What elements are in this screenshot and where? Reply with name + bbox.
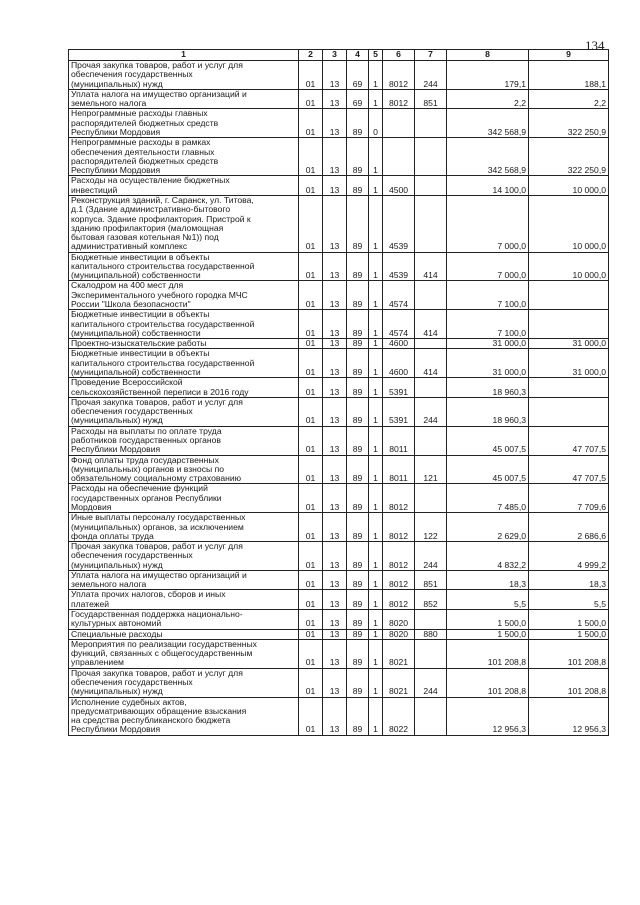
section-code-cell: 01	[299, 339, 323, 349]
section-code-cell: 01	[299, 668, 323, 697]
subprogram-code-cell: 1	[369, 697, 383, 735]
column-header: 7	[415, 50, 447, 61]
program-code-cell: 89	[347, 339, 369, 349]
table-row	[69, 629, 609, 639]
target-article-code-cell: 4539	[383, 252, 415, 281]
expense-type-code-cell: 244	[415, 542, 447, 571]
expense-type-code-cell: 414	[415, 310, 447, 339]
section-code-cell: 01	[299, 697, 323, 735]
subsection-code-cell: 13	[323, 697, 347, 735]
subsection-code-cell: 13	[323, 668, 347, 697]
target-article-code-cell: 8012	[383, 89, 415, 109]
section-code-cell: 01	[299, 484, 323, 513]
expense-name-cell: Расходы на обеспечение функций государственных органов Республики Мордовия	[69, 484, 299, 513]
expense-type-code-cell: 414	[415, 349, 447, 378]
subsection-code-cell: 13	[323, 138, 347, 176]
subsection-code-cell: 13	[323, 610, 347, 630]
table-row	[69, 339, 609, 349]
program-code-cell: 89	[347, 195, 369, 252]
subprogram-code-cell: 1	[369, 542, 383, 571]
subprogram-code-cell: 1	[369, 484, 383, 513]
program-code-cell: 89	[347, 138, 369, 176]
subprogram-code-cell: 1	[369, 339, 383, 349]
program-code-cell: 89	[347, 590, 369, 610]
subprogram-code-cell: 1	[369, 252, 383, 281]
subsection-code-cell: 13	[323, 629, 347, 639]
amount-cell-col9: 10 000,0	[529, 195, 609, 252]
subsection-code-cell: 13	[323, 109, 347, 138]
section-code-cell: 01	[299, 513, 323, 542]
expense-name-cell: Иные выплаты персоналу государственных (муниципальных) органов, за исключением фонда оплаты труда	[69, 513, 299, 542]
amount-cell-col9: 322 250,9	[529, 109, 609, 138]
table-row	[69, 639, 609, 668]
expense-name-cell: Бюджетные инвестиции в объекты капитального строительства государственной (муниципальной) собственности	[69, 349, 299, 378]
table-row	[69, 590, 609, 610]
table-row	[69, 697, 609, 735]
target-article-code-cell: 8012	[383, 61, 415, 90]
subprogram-code-cell: 1	[369, 281, 383, 310]
amount-cell-col8: 2 629,0	[447, 513, 529, 542]
table-row	[69, 281, 609, 310]
subsection-code-cell: 13	[323, 176, 347, 196]
program-code-cell: 89	[347, 455, 369, 484]
program-code-cell: 89	[347, 281, 369, 310]
table-row	[69, 176, 609, 196]
section-code-cell: 01	[299, 195, 323, 252]
section-code-cell: 01	[299, 89, 323, 109]
program-code-cell: 69	[347, 61, 369, 90]
subprogram-code-cell: 1	[369, 349, 383, 378]
amount-cell-col9: 1 500,0	[529, 610, 609, 630]
amount-cell-col9: 47 707,5	[529, 426, 609, 455]
amount-cell-col9: 31 000,0	[529, 339, 609, 349]
amount-cell-col8: 7 100,0	[447, 281, 529, 310]
table-row	[69, 89, 609, 109]
target-article-code-cell: 8011	[383, 455, 415, 484]
section-code-cell: 01	[299, 378, 323, 398]
subprogram-code-cell: 1	[369, 639, 383, 668]
amount-cell-col9: 10 000,0	[529, 176, 609, 196]
expense-name-cell: Реконструкция зданий, г. Саранск, ул. Титова, д.1 (Здание административно-бытового корпуса. Здание профилактория. Пристрой к зданию профилактория (маломощная бытовая газовая котельная №1)) под административный комплекс	[69, 195, 299, 252]
column-header: 3	[323, 50, 347, 61]
section-code-cell: 01	[299, 252, 323, 281]
section-code-cell: 01	[299, 138, 323, 176]
expense-name-cell: Уплата налога на имущество организаций и земельного налога	[69, 89, 299, 109]
amount-cell-col8: 4 832,2	[447, 542, 529, 571]
expense-name-cell: Уплата прочих налогов, сборов и иных платежей	[69, 590, 299, 610]
amount-cell-col9: 101 208,8	[529, 639, 609, 668]
expense-name-cell: Прочая закупка товаров, работ и услуг для обеспечения государственных (муниципальных) нужд	[69, 542, 299, 571]
table-row	[69, 310, 609, 339]
subsection-code-cell: 13	[323, 281, 347, 310]
section-code-cell: 01	[299, 629, 323, 639]
amount-cell-col9: 18,3	[529, 570, 609, 590]
subprogram-code-cell: 1	[369, 610, 383, 630]
expense-type-code-cell: 244	[415, 61, 447, 90]
target-article-code-cell: 4539	[383, 195, 415, 252]
table-row	[69, 397, 609, 426]
subsection-code-cell: 13	[323, 310, 347, 339]
target-article-code-cell: 4574	[383, 310, 415, 339]
program-code-cell: 89	[347, 252, 369, 281]
table-row	[69, 426, 609, 455]
amount-cell-col8: 7 485,0	[447, 484, 529, 513]
expense-name-cell: Бюджетные инвестиции в объекты капитального строительства государственной (муниципальной) собственности	[69, 310, 299, 339]
column-header: 4	[347, 50, 369, 61]
section-code-cell: 01	[299, 570, 323, 590]
section-code-cell: 01	[299, 109, 323, 138]
amount-cell-col9: 10 000,0	[529, 252, 609, 281]
expense-name-cell: Непрограммные расходы главных распорядителей бюджетных средств Республики Мордовия	[69, 109, 299, 138]
subprogram-code-cell: 1	[369, 668, 383, 697]
amount-cell-col9: 4 999,2	[529, 542, 609, 571]
target-article-code-cell: 8020	[383, 629, 415, 639]
subsection-code-cell: 13	[323, 570, 347, 590]
target-article-code-cell: 8012	[383, 570, 415, 590]
program-code-cell: 89	[347, 570, 369, 590]
section-code-cell: 01	[299, 590, 323, 610]
subsection-code-cell: 13	[323, 61, 347, 90]
expense-name-cell: Мероприятия по реализации государственных функций, связанных с общегосударственным управлением	[69, 639, 299, 668]
program-code-cell: 89	[347, 610, 369, 630]
target-article-code-cell	[383, 109, 415, 138]
section-code-cell: 01	[299, 426, 323, 455]
amount-cell-col8: 45 007,5	[447, 455, 529, 484]
expense-name-cell: Непрограммные расходы в рамках обеспечения деятельности главных распорядителей бюджетных средств Республики Мордовия	[69, 138, 299, 176]
amount-cell-col9	[529, 281, 609, 310]
amount-cell-col8: 1 500,0	[447, 629, 529, 639]
amount-cell-col9: 7 709,6	[529, 484, 609, 513]
table-row	[69, 455, 609, 484]
amount-cell-col8: 7 000,0	[447, 252, 529, 281]
target-article-code-cell: 8011	[383, 426, 415, 455]
amount-cell-col8: 1 500,0	[447, 610, 529, 630]
program-code-cell: 89	[347, 378, 369, 398]
column-header: 2	[299, 50, 323, 61]
subprogram-code-cell: 1	[369, 310, 383, 339]
amount-cell-col8: 18 960,3	[447, 397, 529, 426]
expense-name-cell: Прочая закупка товаров, работ и услуг для обеспечения государственных (муниципальных) нужд	[69, 61, 299, 90]
target-article-code-cell: 8012	[383, 484, 415, 513]
amount-cell-col9	[529, 310, 609, 339]
section-code-cell: 01	[299, 455, 323, 484]
expense-name-cell: Проектно-изыскательские работы	[69, 339, 299, 349]
budget-table	[68, 49, 609, 736]
section-code-cell: 01	[299, 281, 323, 310]
target-article-code-cell: 8022	[383, 697, 415, 735]
header-row	[69, 50, 609, 61]
expense-name-cell: Прочая закупка товаров, работ и услуг для обеспечения государственных (муниципальных) нужд	[69, 668, 299, 697]
subsection-code-cell: 13	[323, 89, 347, 109]
expense-name-cell: Фонд оплаты труда государственных (муниципальных) органов и взносы по обязательному социальному страхованию	[69, 455, 299, 484]
section-code-cell: 01	[299, 397, 323, 426]
expense-name-cell: Скалодром на 400 мест для Экспериментального учебного городка МЧС России "Школа безопасности"	[69, 281, 299, 310]
amount-cell-col9: 2 686,6	[529, 513, 609, 542]
table-row	[69, 668, 609, 697]
table-row	[69, 252, 609, 281]
expense-type-code-cell	[415, 426, 447, 455]
subsection-code-cell: 13	[323, 252, 347, 281]
expense-name-cell: Расходы на осуществление бюджетных инвестиций	[69, 176, 299, 196]
expense-type-code-cell	[415, 484, 447, 513]
subprogram-code-cell: 1	[369, 513, 383, 542]
expense-name-cell: Специальные расходы	[69, 629, 299, 639]
expense-type-code-cell	[415, 639, 447, 668]
subsection-code-cell: 13	[323, 484, 347, 513]
expense-type-code-cell: 880	[415, 629, 447, 639]
amount-cell-col8: 342 568,9	[447, 109, 529, 138]
amount-cell-col8: 179,1	[447, 61, 529, 90]
column-header: 1	[69, 50, 299, 61]
amount-cell-col8: 101 208,8	[447, 668, 529, 697]
expense-type-code-cell: 244	[415, 668, 447, 697]
section-code-cell: 01	[299, 176, 323, 196]
amount-cell-col9: 322 250,9	[529, 138, 609, 176]
amount-cell-col8: 101 208,8	[447, 639, 529, 668]
program-code-cell: 89	[347, 697, 369, 735]
expense-type-code-cell: 852	[415, 590, 447, 610]
subprogram-code-cell: 1	[369, 397, 383, 426]
amount-cell-col9: 2,2	[529, 89, 609, 109]
expense-type-code-cell	[415, 195, 447, 252]
table-row	[69, 109, 609, 138]
amount-cell-col9: 47 707,5	[529, 455, 609, 484]
target-article-code-cell: 8020	[383, 610, 415, 630]
expense-type-code-cell: 244	[415, 397, 447, 426]
amount-cell-col8: 45 007,5	[447, 426, 529, 455]
page-number: 134	[585, 38, 605, 53]
table-row	[69, 349, 609, 378]
subprogram-code-cell: 0	[369, 109, 383, 138]
expense-type-code-cell: 851	[415, 89, 447, 109]
subprogram-code-cell: 1	[369, 378, 383, 398]
target-article-code-cell: 8012	[383, 513, 415, 542]
subprogram-code-cell: 1	[369, 89, 383, 109]
amount-cell-col9: 101 208,8	[529, 668, 609, 697]
subprogram-code-cell: 1	[369, 195, 383, 252]
subprogram-code-cell: 1	[369, 426, 383, 455]
table-body	[69, 61, 609, 736]
subsection-code-cell: 13	[323, 195, 347, 252]
program-code-cell: 89	[347, 639, 369, 668]
program-code-cell: 89	[347, 668, 369, 697]
amount-cell-col8: 5,5	[447, 590, 529, 610]
subsection-code-cell: 13	[323, 378, 347, 398]
target-article-code-cell: 4600	[383, 349, 415, 378]
amount-cell-col9: 188,1	[529, 61, 609, 90]
program-code-cell: 89	[347, 397, 369, 426]
expense-type-code-cell	[415, 281, 447, 310]
target-article-code-cell: 8012	[383, 542, 415, 571]
amount-cell-col9	[529, 378, 609, 398]
program-code-cell: 89	[347, 349, 369, 378]
subprogram-code-cell: 1	[369, 138, 383, 176]
subprogram-code-cell: 1	[369, 629, 383, 639]
subprogram-code-cell: 1	[369, 570, 383, 590]
expense-name-cell: Прочая закупка товаров, работ и услуг для обеспечения государственных (муниципальных) нужд	[69, 397, 299, 426]
target-article-code-cell: 8021	[383, 668, 415, 697]
expense-name-cell: Проведение Всероссийской сельскохозяйственной переписи в 2016 году	[69, 378, 299, 398]
subsection-code-cell: 13	[323, 513, 347, 542]
section-code-cell: 01	[299, 639, 323, 668]
amount-cell-col9: 5,5	[529, 590, 609, 610]
expense-type-code-cell: 122	[415, 513, 447, 542]
expense-type-code-cell	[415, 697, 447, 735]
program-code-cell: 89	[347, 176, 369, 196]
table-row	[69, 610, 609, 630]
amount-cell-col9: 31 000,0	[529, 349, 609, 378]
expense-name-cell: Расходы на выплаты по оплате труда работников государственных органов Республики Мордовия	[69, 426, 299, 455]
target-article-code-cell	[383, 138, 415, 176]
program-code-cell: 89	[347, 484, 369, 513]
column-header: 9	[529, 50, 609, 61]
expense-name-cell: Государственная поддержка национально- культурных автономий	[69, 610, 299, 630]
program-code-cell: 89	[347, 513, 369, 542]
program-code-cell: 89	[347, 109, 369, 138]
expense-name-cell: Исполнение судебных актов, предусматривающих обращение взыскания на средства республиканского бюджета Республики Мордовия	[69, 697, 299, 735]
column-header: 8	[447, 50, 529, 61]
amount-cell-col8: 14 100,0	[447, 176, 529, 196]
section-code-cell: 01	[299, 542, 323, 571]
expense-type-code-cell	[415, 109, 447, 138]
target-article-code-cell: 8012	[383, 590, 415, 610]
expense-type-code-cell	[415, 610, 447, 630]
amount-cell-col9: 1 500,0	[529, 629, 609, 639]
table-row	[69, 542, 609, 571]
amount-cell-col9: 12 956,3	[529, 697, 609, 735]
amount-cell-col8: 342 568,9	[447, 138, 529, 176]
amount-cell-col8: 2,2	[447, 89, 529, 109]
section-code-cell: 01	[299, 610, 323, 630]
target-article-code-cell: 5391	[383, 378, 415, 398]
target-article-code-cell: 8021	[383, 639, 415, 668]
amount-cell-col8: 18 960,3	[447, 378, 529, 398]
program-code-cell: 89	[347, 629, 369, 639]
expense-name-cell: Уплата налога на имущество организаций и земельного налога	[69, 570, 299, 590]
expense-type-code-cell	[415, 176, 447, 196]
expense-type-code-cell	[415, 138, 447, 176]
amount-cell-col8: 31 000,0	[447, 339, 529, 349]
program-code-cell: 69	[347, 89, 369, 109]
expense-type-code-cell: 121	[415, 455, 447, 484]
amount-cell-col9	[529, 397, 609, 426]
amount-cell-col8: 31 000,0	[447, 349, 529, 378]
program-code-cell: 89	[347, 426, 369, 455]
amount-cell-col8: 7 100,0	[447, 310, 529, 339]
target-article-code-cell: 4600	[383, 339, 415, 349]
section-code-cell: 01	[299, 61, 323, 90]
table-row	[69, 195, 609, 252]
amount-cell-col8: 18,3	[447, 570, 529, 590]
table-row	[69, 61, 609, 90]
section-code-cell: 01	[299, 349, 323, 378]
subsection-code-cell: 13	[323, 455, 347, 484]
subsection-code-cell: 13	[323, 397, 347, 426]
program-code-cell: 89	[347, 542, 369, 571]
table-row	[69, 513, 609, 542]
target-article-code-cell: 4574	[383, 281, 415, 310]
section-code-cell: 01	[299, 310, 323, 339]
expense-name-cell: Бюджетные инвестиции в объекты капитального строительства государственной (муниципальной) собственности	[69, 252, 299, 281]
subsection-code-cell: 13	[323, 349, 347, 378]
subsection-code-cell: 13	[323, 426, 347, 455]
subprogram-code-cell: 1	[369, 61, 383, 90]
subsection-code-cell: 13	[323, 639, 347, 668]
column-header: 6	[383, 50, 415, 61]
subprogram-code-cell: 1	[369, 590, 383, 610]
subsection-code-cell: 13	[323, 590, 347, 610]
target-article-code-cell: 4500	[383, 176, 415, 196]
subsection-code-cell: 13	[323, 542, 347, 571]
table-row	[69, 138, 609, 176]
expense-type-code-cell: 414	[415, 252, 447, 281]
program-code-cell: 89	[347, 310, 369, 339]
amount-cell-col8: 7 000,0	[447, 195, 529, 252]
subprogram-code-cell: 1	[369, 455, 383, 484]
target-article-code-cell: 5391	[383, 397, 415, 426]
column-header: 5	[369, 50, 383, 61]
expense-type-code-cell	[415, 339, 447, 349]
expense-type-code-cell	[415, 378, 447, 398]
amount-cell-col8: 12 956,3	[447, 697, 529, 735]
table-row	[69, 484, 609, 513]
expense-type-code-cell: 851	[415, 570, 447, 590]
table-row	[69, 570, 609, 590]
subprogram-code-cell: 1	[369, 176, 383, 196]
subsection-code-cell: 13	[323, 339, 347, 349]
table-row	[69, 378, 609, 398]
